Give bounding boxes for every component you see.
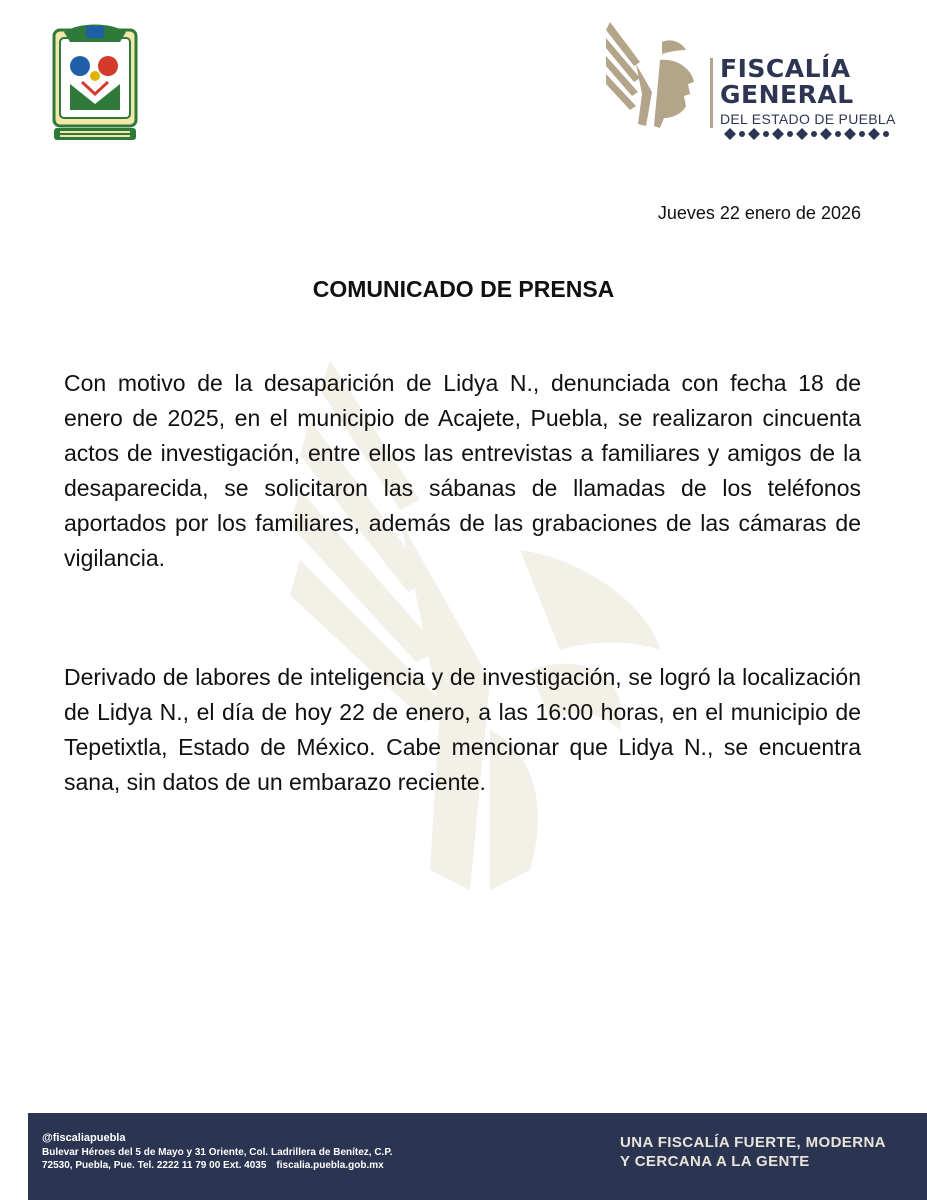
slogan-line-2: Y CERCANA A LA GENTE	[620, 1153, 810, 1170]
agency-name-line1: FISCALÍA	[720, 54, 851, 83]
agency-subtitle: DEL ESTADO DE PUEBLA	[720, 111, 896, 127]
document-date: Jueves 22 enero de 2026	[657, 203, 861, 223]
paragraph-2: Derivado de labores de inteligencia y de investigación, se logró la localización de Lidya N., el día de hoy 22 de enero, a las 16:00 horas, en el municipio de Tepetixtla, Estado de México. Cabe mencionar que Lidya N., se encuentra sana, sin datos de un embarazo reciente.	[64, 664, 861, 795]
agency-name-line2: GENERAL	[720, 80, 854, 109]
address-line-2	[42, 1160, 384, 1171]
footer-bar	[28, 1113, 927, 1200]
slogan-line-1: UNA FISCALÍA FUERTE, MODERNA	[620, 1134, 886, 1151]
document-title: COMUNICADO DE PRENSA	[312, 276, 615, 302]
ornament-pattern-icon	[720, 128, 892, 140]
website-link[interactable]: fiscalia.puebla.gob.mx	[276, 1160, 384, 1171]
state-seal-icon	[50, 24, 140, 144]
social-handle: @fiscaliapuebla	[42, 1132, 126, 1144]
paragraph-1: Con motivo de la desaparición de Lidya N., denunciada con fecha 18 de enero de 2025, en el municipio de Acajete, Puebla, se realizaron cincuenta actos de investigación, entre ellos las entrevistas a familiares y amigos de la desaparecida, se solicitaron las sábanas de llamadas de los teléfonos aportados por los familiares, además de las grabaciones de las cámaras de vigilancia.	[64, 370, 861, 571]
fiscalia-logo	[606, 22, 906, 134]
logo-divider	[710, 58, 713, 128]
address-line-1: Bulevar Héroes del 5 de Mayo y 31 Oriente, Col. Ladrillera de Benítez, C.P.	[42, 1147, 393, 1158]
address-text: 72530, Puebla, Pue. Tel. 2222 11 79 00 Ext. 4035	[42, 1160, 267, 1171]
fiscalia-face-logo-icon	[606, 22, 702, 130]
